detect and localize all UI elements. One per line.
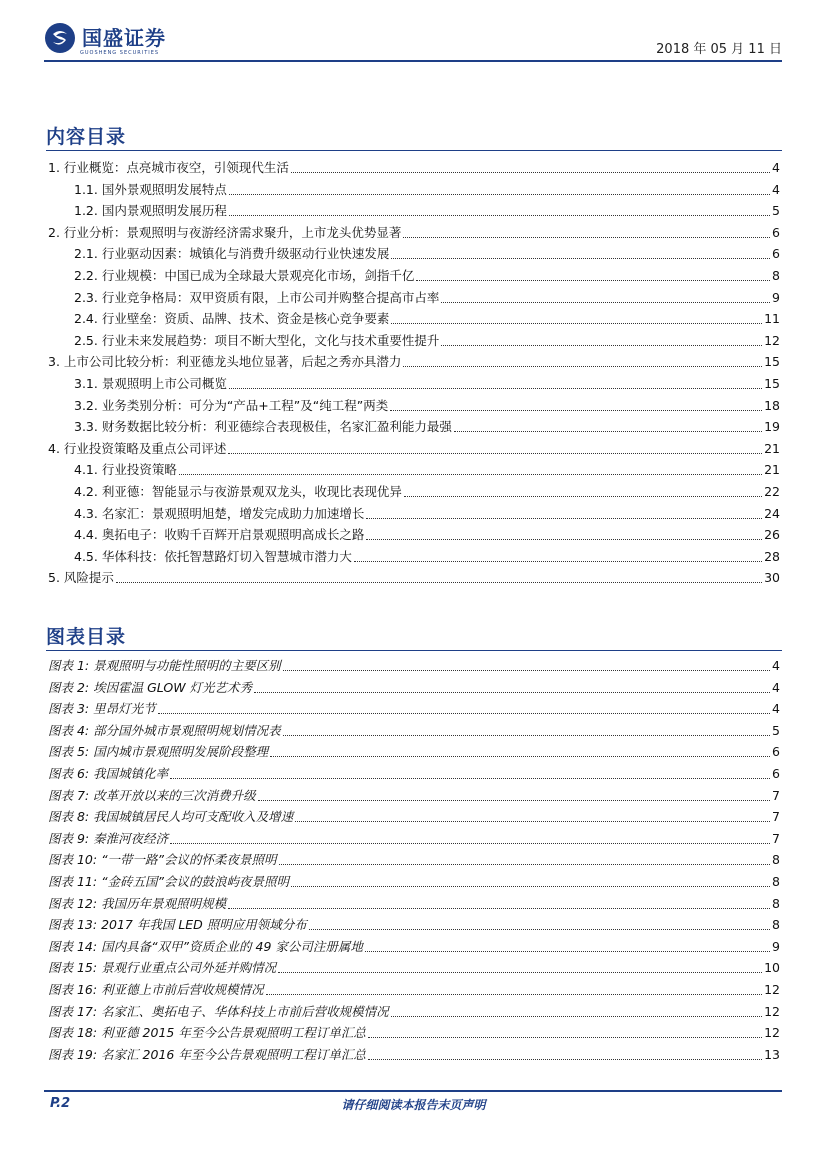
- toc-entry-text: 2.4. 行业壁垒：资质、品牌、技术、资金是核心竞争要素: [74, 311, 390, 327]
- figures-title: 图表目录: [46, 626, 127, 648]
- dot-leader: [391, 322, 762, 324]
- figure-entry[interactable]: [48, 1002, 780, 1022]
- toc-entry-page: 24: [764, 505, 780, 521]
- dot-leader: [228, 452, 762, 454]
- toc-entry[interactable]: [48, 439, 780, 459]
- toc-entry[interactable]: [48, 482, 780, 502]
- figure-entry[interactable]: [48, 699, 780, 719]
- dot-leader: [116, 581, 762, 583]
- dot-leader: [403, 236, 770, 238]
- toc-entry[interactable]: [48, 396, 780, 416]
- toc-entry[interactable]: [48, 201, 780, 221]
- footer-disclaimer: 请仔细阅读本报告末页声明: [341, 1098, 486, 1112]
- figure-entry-text: 图表 7: 改革开放以来的三次消费升级: [48, 787, 256, 803]
- dot-leader: [365, 950, 770, 952]
- dot-leader: [266, 993, 763, 995]
- dot-leader: [228, 907, 770, 909]
- toc-entry-page: 30: [764, 570, 780, 586]
- figure-entry[interactable]: [48, 872, 780, 892]
- toc-entry-page: 15: [764, 376, 780, 391]
- toc-entry-text: 4.1. 行业投资策略: [74, 462, 177, 478]
- toc-entry-text: 4.2. 利亚德：智能显示与夜游景观双龙头，收现比表现优异: [74, 484, 402, 499]
- figure-entry-page: 9: [772, 938, 780, 954]
- figure-entry-text: 图表 11: “金砖五国”会议的鼓浪屿夜景照明: [48, 874, 290, 889]
- dot-leader: [270, 755, 770, 757]
- figure-entry[interactable]: [48, 656, 780, 676]
- figure-entry[interactable]: [48, 1045, 780, 1065]
- dot-leader: [403, 365, 762, 367]
- toc-entry-text: 4.5. 华体科技：依托智慧路灯切入智慧城市潜力大: [74, 548, 352, 564]
- report-date: 2018 年 05 月 11 日: [656, 42, 782, 57]
- dot-leader: [295, 820, 770, 822]
- toc-entry[interactable]: [48, 309, 780, 329]
- figure-entry-text: 图表 19: 名家汇 2016 年至今公告景观照明工程订单汇总: [48, 1046, 366, 1062]
- dot-leader: [278, 971, 762, 973]
- toc-entry[interactable]: [48, 504, 780, 524]
- toc-entry-text: 1.1. 国外景观照明发展特点: [74, 181, 227, 197]
- toc-entry-text: 4. 行业投资策略及重点公司评述: [48, 440, 227, 456]
- toc-entry-text: 3.2. 业务类别分析：可分为“产品+工程”及“纯工程”两类: [74, 397, 389, 413]
- figure-entry[interactable]: [48, 807, 780, 827]
- figure-entry-page: 4: [772, 679, 780, 695]
- figure-entry-page: 12: [764, 1025, 780, 1041]
- toc-entry[interactable]: [48, 417, 780, 437]
- dot-leader: [254, 691, 770, 693]
- toc-entry[interactable]: [48, 158, 780, 178]
- toc-entry-text: 5. 风险提示: [48, 570, 114, 586]
- dot-leader: [368, 1058, 762, 1060]
- figure-entry[interactable]: [48, 1023, 780, 1043]
- toc-entry-text: 2.5. 行业未来发展趋势：项目不断大型化，文化与技术重要性提升: [74, 332, 440, 348]
- figure-entry-page: 7: [772, 830, 780, 846]
- logo-icon: [44, 22, 76, 54]
- toc-title-divider: [46, 150, 782, 151]
- figure-entry-page: 12: [764, 1003, 780, 1019]
- dot-leader: [366, 517, 762, 519]
- header-divider: [44, 60, 782, 62]
- figure-entry-page: 8: [772, 895, 780, 911]
- figure-entry-page: 7: [772, 787, 780, 803]
- figure-entry-page: 6: [772, 766, 780, 781]
- toc-entry-page: 6: [772, 224, 780, 240]
- dot-leader: [279, 863, 771, 865]
- figure-entry-text: 图表 6: 我国城镇化率: [48, 766, 169, 781]
- toc-entry[interactable]: [48, 374, 780, 394]
- page-header: [44, 22, 782, 62]
- figure-entry-page: 10: [764, 960, 780, 976]
- dot-leader: [179, 473, 762, 475]
- toc-entry-page: 21: [764, 462, 780, 478]
- toc-entry-text: 1. 行业概览：点亮城市夜空，引领现代生活: [48, 160, 289, 175]
- dot-leader: [258, 799, 770, 801]
- toc-entry[interactable]: [48, 568, 780, 588]
- figure-entry-page: 4: [772, 658, 780, 673]
- toc-entry[interactable]: [48, 547, 780, 567]
- toc-entry-text: 2.1. 行业驱动因素：城镇化与消费升级驱动行业快速发展: [74, 246, 390, 262]
- figure-entry-text: 图表 16: 利亚德上市前后营收规模情况: [48, 982, 264, 997]
- toc-entry-page: 22: [764, 484, 780, 499]
- toc-entry-page: 8: [772, 268, 780, 283]
- toc-entry[interactable]: [48, 331, 780, 351]
- toc-entry[interactable]: [48, 223, 780, 243]
- dot-leader: [441, 344, 762, 346]
- toc-entry-page: 5: [772, 203, 780, 219]
- figure-entry-page: 8: [772, 852, 780, 868]
- toc-entry[interactable]: [48, 352, 780, 372]
- toc-entry[interactable]: [48, 266, 780, 286]
- figure-entry-text: 图表 2: 埃因霍温 GLOW 灯光艺术秀: [48, 679, 253, 695]
- dot-leader: [229, 214, 770, 216]
- toc-entry[interactable]: [48, 525, 780, 545]
- toc-entry-page: 15: [764, 354, 780, 370]
- figure-entry-text: 图表 8: 我国城镇居民人均可支配收入及增速: [48, 809, 294, 825]
- figure-entry[interactable]: [48, 850, 780, 870]
- dot-leader: [283, 669, 770, 671]
- figure-entry-text: 图表 5: 国内城市景观照明发展阶段整理: [48, 744, 269, 760]
- toc-entry-page: 26: [764, 527, 780, 543]
- dot-leader: [366, 538, 762, 540]
- dot-leader: [229, 193, 770, 195]
- dot-leader: [441, 301, 770, 303]
- toc-entry-text: 1.2. 国内景观照明发展历程: [74, 203, 227, 219]
- figure-entry-text: 图表 15: 景观行业重点公司外延并购情况: [48, 960, 277, 976]
- dot-leader: [170, 842, 770, 844]
- dot-leader: [291, 171, 770, 173]
- toc-entry-text: 3.3. 财务数据比较分析：利亚德综合表现极佳，名家汇盈利能力最强: [74, 419, 452, 435]
- footer-divider: [44, 1090, 782, 1092]
- dot-leader: [368, 1036, 762, 1038]
- dot-leader: [454, 430, 762, 432]
- figure-entry[interactable]: [48, 764, 780, 784]
- dot-leader: [170, 777, 770, 779]
- figure-entry[interactable]: [48, 721, 780, 741]
- toc-entry-text: 4.4. 奥拓电子：收购千百辉开启景观照明高成长之路: [74, 527, 365, 543]
- figure-entry[interactable]: [48, 894, 780, 914]
- dot-leader: [391, 1015, 763, 1017]
- dot-leader: [291, 885, 770, 887]
- toc-entry-text: 2. 行业分析：景观照明与夜游经济需求聚升，上市龙头优势显著: [48, 224, 402, 240]
- toc-entry-text: 4.3. 名家汇：景观照明旭楚，增发完成助力加速增长: [74, 505, 365, 521]
- toc-entry[interactable]: [48, 460, 780, 480]
- figure-entry-page: 5: [772, 722, 780, 738]
- page-number: P.2: [50, 1096, 71, 1111]
- figure-entry-page: 8: [772, 917, 780, 933]
- toc-entry-page: 6: [772, 246, 780, 262]
- figure-entry[interactable]: [48, 958, 780, 978]
- toc-entry-page: 4: [772, 160, 780, 175]
- toc-entry-page: 19: [764, 419, 780, 435]
- dot-leader: [416, 279, 770, 281]
- figure-entry-text: 图表 17: 名家汇、奥拓电子、华体科技上市前后营收规模情况: [48, 1003, 389, 1019]
- figure-entry-page: 12: [764, 982, 780, 997]
- dot-leader: [283, 734, 770, 736]
- figure-entry-text: 图表 12: 我国历年景观照明规模: [48, 895, 227, 911]
- figure-entry-text: 图表 3: 里昂灯光节: [48, 701, 156, 717]
- toc-entry-text: 2.3. 行业竞争格局：双甲资质有限，上市公司并购整合提高市占率: [74, 289, 440, 305]
- dot-leader: [390, 409, 762, 411]
- toc-entry[interactable]: [48, 244, 780, 264]
- figure-entry-text: 图表 4: 部分国外城市景观照明规划情况表: [48, 722, 281, 738]
- toc-entry-page: 4: [772, 181, 780, 197]
- dot-leader: [229, 387, 762, 389]
- toc-entry-text: 3.1. 景观照明上市公司概览: [74, 376, 227, 391]
- figure-entry-text: 图表 14: 国内具备“双甲”资质企业的 49 家公司注册属地: [48, 938, 363, 954]
- toc-entry-page: 21: [764, 440, 780, 456]
- toc-entry-text: 3. 上市公司比较分析：利亚德龙头地位显著，后起之秀亦具潜力: [48, 354, 402, 370]
- toc-entry[interactable]: [48, 180, 780, 200]
- toc-entry-page: 12: [764, 332, 780, 348]
- figure-entry-page: 8: [772, 874, 780, 889]
- dot-leader: [354, 560, 762, 562]
- toc-entry-text: 2.2. 行业规模：中国已成为全球最大景观亮化市场，剑指千亿: [74, 268, 415, 283]
- dot-leader: [404, 495, 762, 497]
- figure-entry[interactable]: [48, 980, 780, 1000]
- figure-entry-text: 图表 9: 秦淮河夜经济: [48, 830, 169, 846]
- figure-entry-page: 6: [772, 744, 780, 760]
- figure-entry[interactable]: [48, 829, 780, 849]
- dot-leader: [391, 257, 770, 259]
- toc-title: 内容目录: [46, 126, 127, 148]
- figure-entry-page: 7: [772, 809, 780, 825]
- toc-entry-page: 11: [764, 311, 780, 327]
- figure-entry-text: 图表 18: 利亚德 2015 年至今公告景观照明工程订单汇总: [48, 1025, 366, 1041]
- figure-entry-text: 图表 10: “一带一路”会议的怀柔夜景照明: [48, 852, 277, 868]
- figures-title-divider: [46, 650, 782, 651]
- figure-entry-text: 图表 13: 2017 年我国 LED 照明应用领域分布: [48, 917, 307, 933]
- toc-entry[interactable]: [48, 288, 780, 308]
- figure-entry[interactable]: [48, 678, 780, 698]
- figure-entry[interactable]: [48, 742, 780, 762]
- dot-leader: [309, 928, 770, 930]
- brand-name-en: GUOSHENG SECURITIES: [80, 50, 160, 56]
- toc-entry-page: 18: [764, 397, 780, 413]
- figure-entry-text: 图表 1: 景观照明与功能性照明的主要区别: [48, 658, 281, 673]
- figure-entry[interactable]: [48, 937, 780, 957]
- figure-entry[interactable]: [48, 915, 780, 935]
- toc-entry-page: 28: [764, 548, 780, 564]
- figure-entry[interactable]: [48, 786, 780, 806]
- figure-entry-page: 4: [772, 701, 780, 717]
- dot-leader: [158, 712, 770, 714]
- brand-name: 国盛证券: [82, 26, 166, 50]
- figure-entry-page: 13: [764, 1046, 780, 1062]
- toc-entry-page: 9: [772, 289, 780, 305]
